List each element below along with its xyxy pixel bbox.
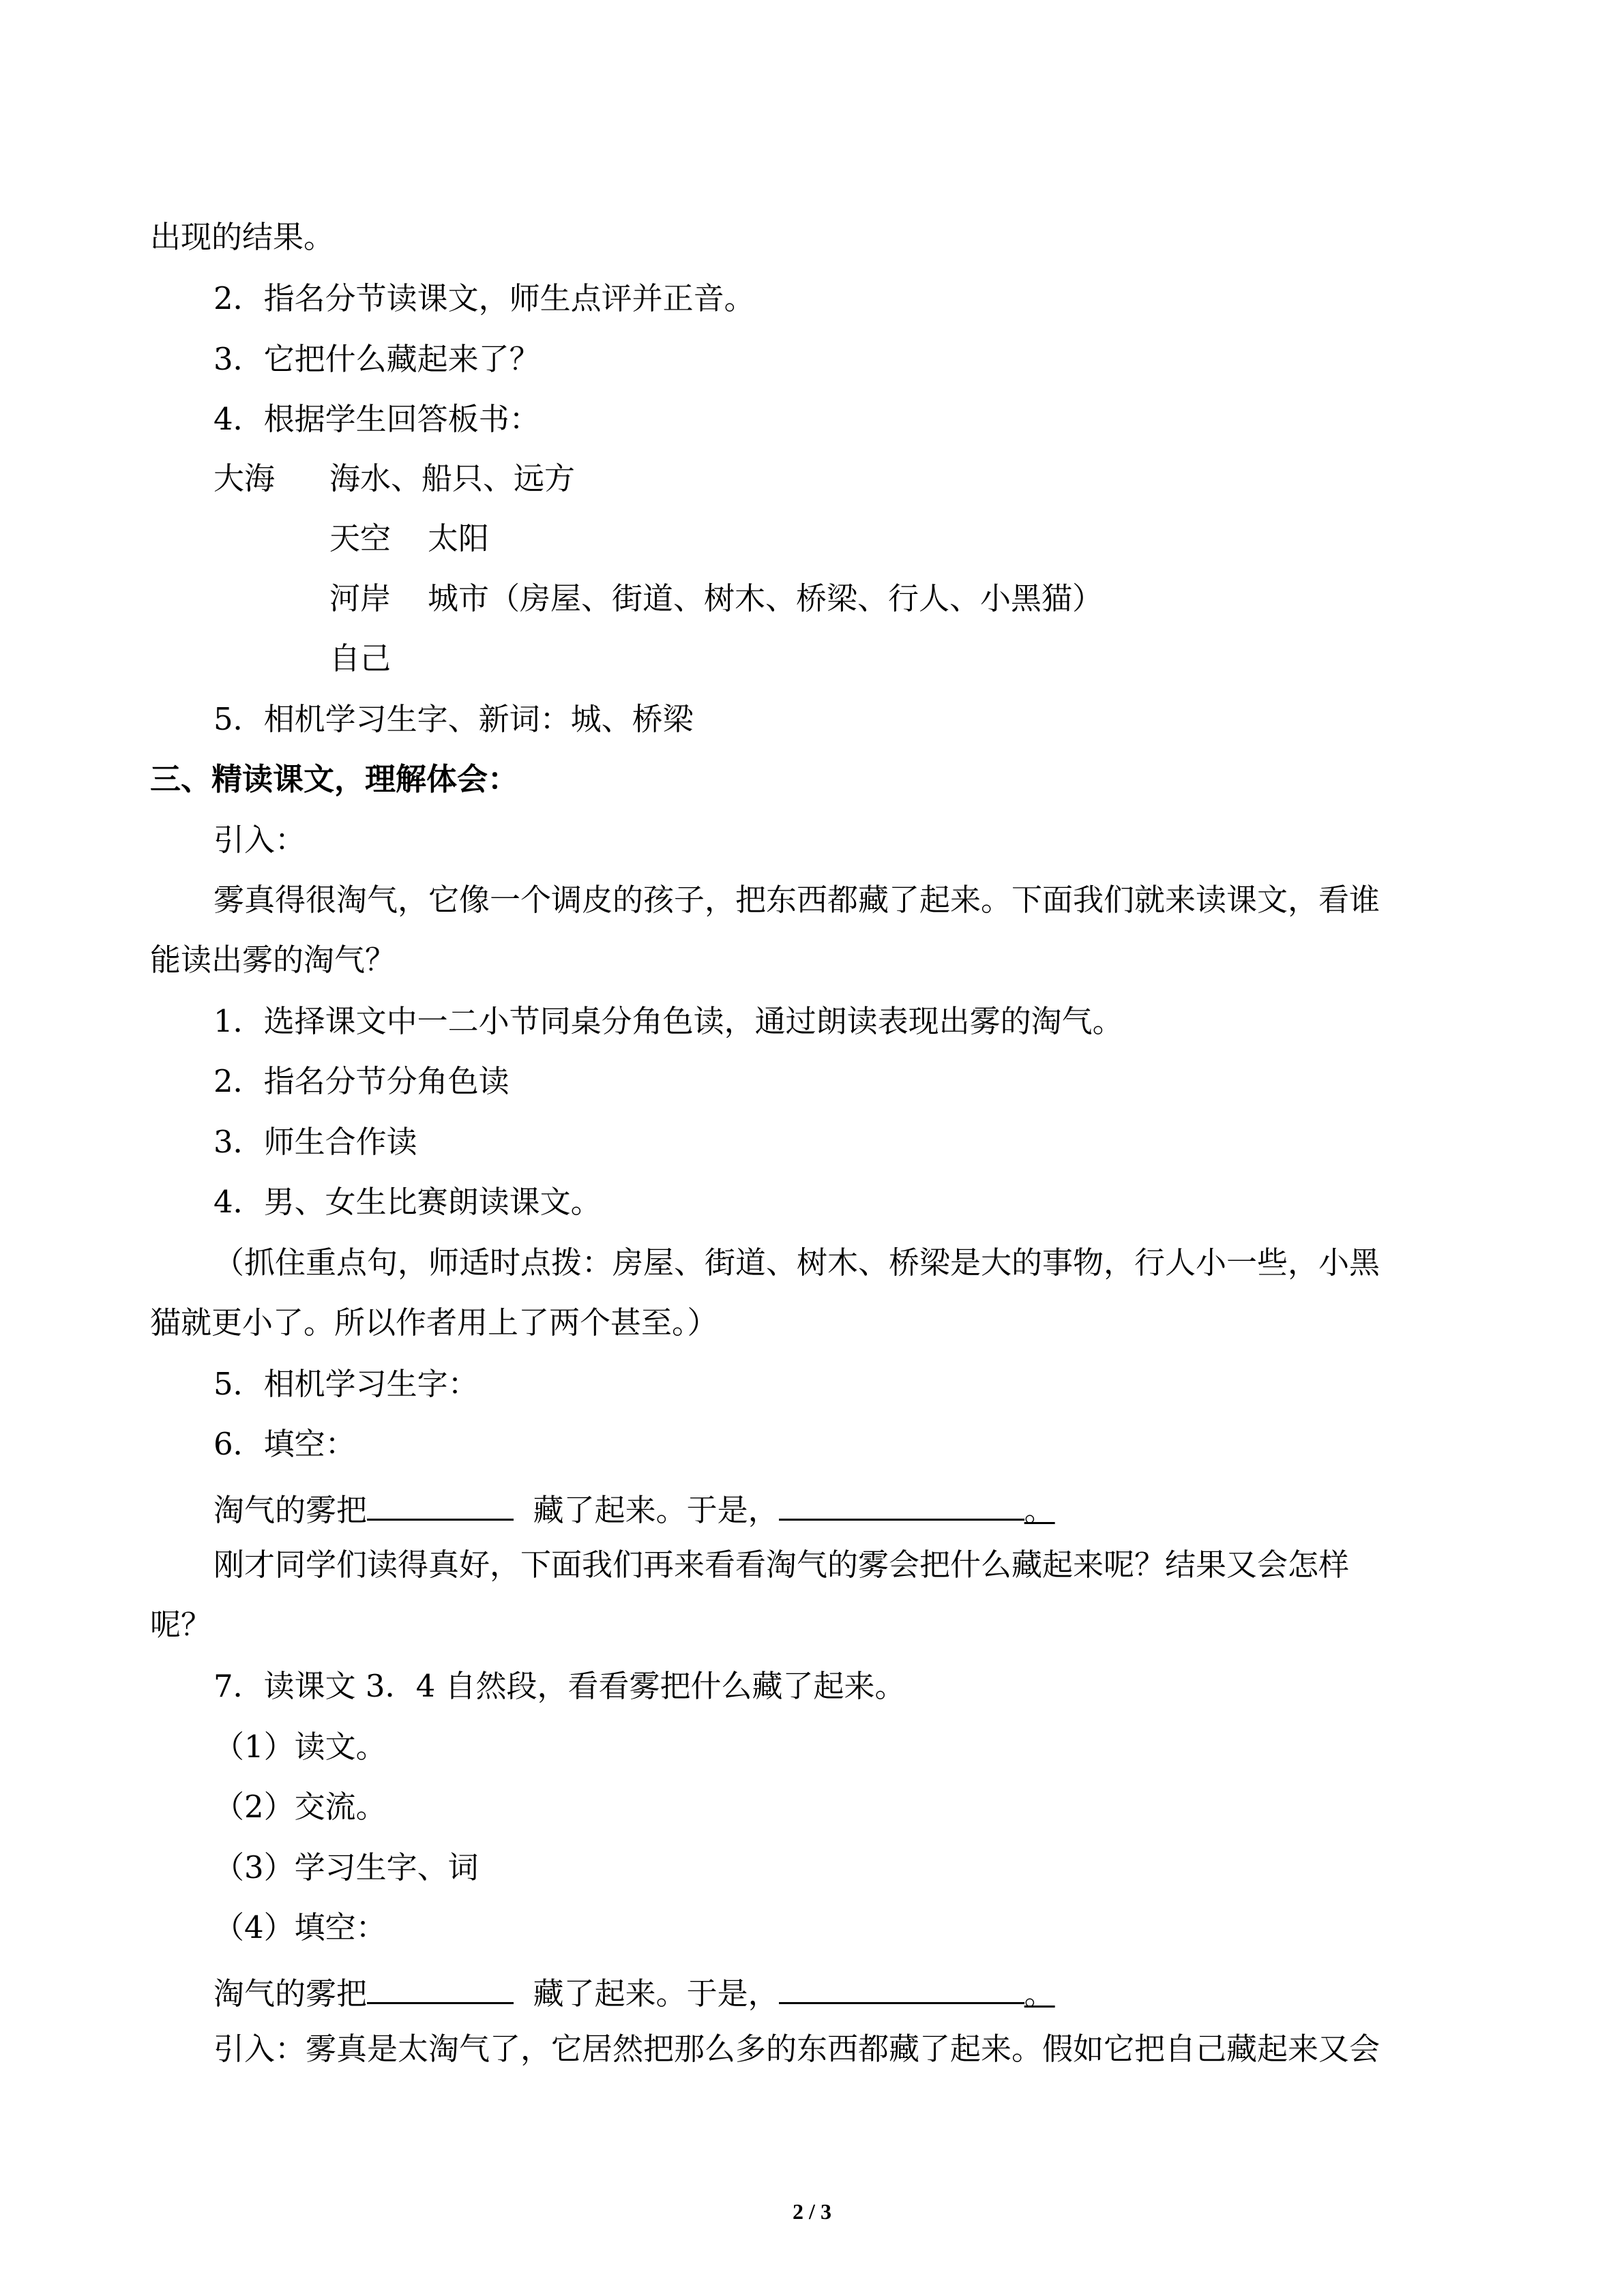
board-item: 太阳 (428, 520, 490, 556)
text-line: 3．师生合作读 (213, 1124, 417, 1160)
text-line: 1．选择课文中一二小节同桌分角色读，通过朗读表现出雾的淘气。 (213, 1003, 1123, 1039)
text-line: 2．指名分节分角色读 (213, 1063, 510, 1099)
fill-prefix: 淘气的雾把 (213, 1492, 368, 1528)
board-item: 海水、船只、远方 (329, 460, 576, 496)
text-line: 2．指名分节读课文，师生点评并正音。 (213, 280, 755, 316)
text-line: 4．男、女生比赛朗读课文。 (213, 1184, 602, 1220)
text-line: 刚才同学们读得真好，下面我们再来看看淘气的雾会把什么藏起来呢？结果又会怎样 (213, 1547, 1350, 1583)
text-line: 5．相机学习生字： (213, 1366, 479, 1402)
text-line: （3）学习生字、词 (213, 1849, 479, 1885)
text-line: （1）读文。 (213, 1729, 387, 1765)
text-line: 引入：雾真是太淘气了，它居然把那么多的东西都藏了起来。假如它把自己藏起来又会 (213, 2031, 1381, 2067)
board-label: 河岸 (329, 580, 392, 616)
section-heading: 三、精读课文，理解体会： (150, 761, 519, 797)
text-line: 能读出雾的淘气？ (150, 942, 396, 978)
fill-in-line (213, 1485, 1055, 1531)
board-label: 自己 (329, 640, 392, 676)
blank-field (779, 1485, 1024, 1521)
text-line: （抓住重点句，师适时点拨：房屋、街道、树木、桥梁是大的事物，行人小一些，小黑 (213, 1244, 1381, 1281)
page-number: 2 / 3 (793, 2199, 831, 2224)
text-line: 5．相机学习生字、新词：城、桥梁 (213, 701, 694, 737)
text-line: （2）交流。 (213, 1789, 387, 1825)
fill-middle: 藏了起来。于是， (533, 1492, 779, 1528)
text-line: 7．读课文 3．4 自然段，看看雾把什么藏了起来。 (213, 1668, 906, 1704)
blank-field (779, 1968, 1024, 2004)
fill-in-line (213, 1968, 1055, 2014)
blank-field (367, 1485, 514, 1521)
fill-prefix: 淘气的雾把 (213, 1976, 368, 2012)
text-line: 3．它把什么藏起来了？ (213, 341, 540, 377)
board-label: 天空 (329, 520, 392, 556)
board-label: 大海 (213, 460, 276, 496)
text-line: 4．根据学生回答板书： (213, 401, 540, 437)
fill-suffix: 。 (1024, 1976, 1055, 2012)
text-line: 引入： (213, 822, 306, 858)
text-line: 出现的结果。 (150, 219, 335, 255)
text-line: 呢？ (150, 1607, 212, 1643)
fill-middle: 藏了起来。于是， (533, 1976, 779, 2012)
text-line: 6．填空： (213, 1426, 356, 1462)
text-line: 猫就更小了。所以作者用上了两个甚至。） (150, 1304, 718, 1341)
text-line: 雾真得很淘气，它像一个调皮的孩子，把东西都藏了起来。下面我们就来读课文，看谁 (213, 882, 1381, 918)
text-line: （4）填空： (213, 1909, 387, 1945)
blank-field (367, 1968, 514, 2004)
fill-suffix: 。 (1024, 1492, 1055, 1528)
board-item: 城市（房屋、街道、树木、桥梁、行人、小黑猫） (428, 580, 1104, 616)
